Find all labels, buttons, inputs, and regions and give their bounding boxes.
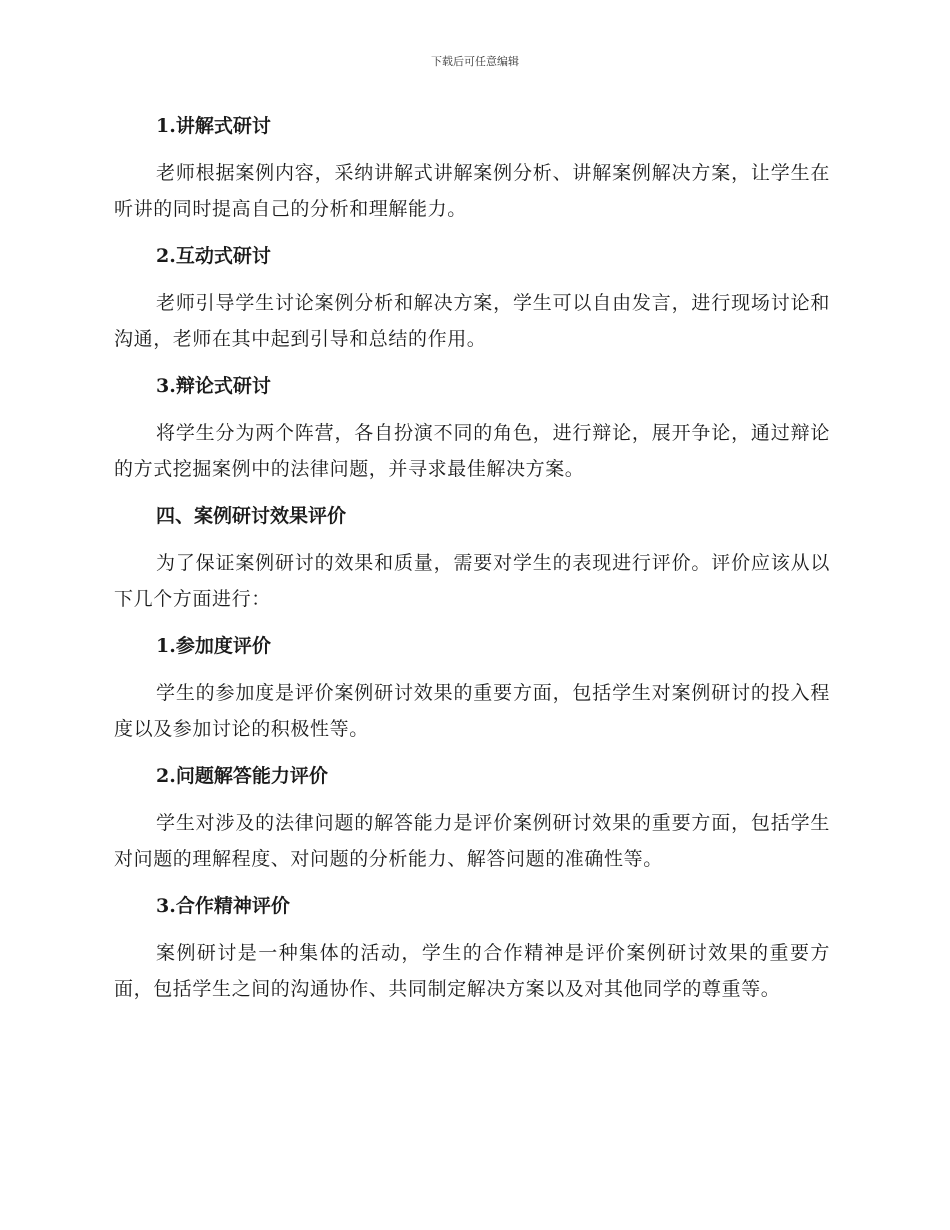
- paragraph: 案例研讨是一种集体的活动，学生的合作精神是评价案例研讨效果的重要方面，包括学生之间的沟通协作、共同制定解决方案以及对其他同学的尊重等。: [114, 942, 830, 1000]
- subsection-heading: 2.问题解答能力评价: [156, 765, 328, 787]
- subsection-heading: 3.合作精神评价: [156, 895, 290, 917]
- paragraph: 学生对涉及的法律问题的解答能力是评价案例研讨效果的重要方面，包括学生对问题的理解程度、对问题的分析能力、解答问题的准确性等。: [114, 812, 830, 870]
- paragraph: 将学生分为两个阵营，各自扮演不同的角色，进行辩论，展开争论，通过辩论的方式挖掘案例中的法律问题，并寻求最佳解决方案。: [114, 422, 830, 480]
- subsection-heading: 2.互动式研讨: [156, 245, 271, 267]
- section-heading: 四、案例研讨效果评价: [156, 505, 347, 527]
- paragraph: 老师引导学生讨论案例分析和解决方案，学生可以自由发言，进行现场讨论和沟通，老师在其中起到引导和总结的作用。: [114, 292, 830, 350]
- header-note: 下载后可任意编辑: [431, 55, 519, 68]
- subsection-heading: 3.辩论式研讨: [156, 375, 271, 397]
- subsection-heading: 1.参加度评价: [156, 635, 271, 657]
- paragraph: 为了保证案例研讨的效果和质量，需要对学生的表现进行评价。评价应该从以下几个方面进行：: [114, 552, 830, 610]
- document-body: [114, 108, 830, 1018]
- paragraph: 老师根据案例内容，采纳讲解式讲解案例分析、讲解案例解决方案，让学生在听讲的同时提高自己的分析和理解能力。: [114, 162, 830, 220]
- paragraph: 学生的参加度是评价案例研讨效果的重要方面，包括学生对案例研讨的投入程度以及参加讨论的积极性等。: [114, 682, 830, 740]
- subsection-heading: 1.讲解式研讨: [156, 115, 271, 137]
